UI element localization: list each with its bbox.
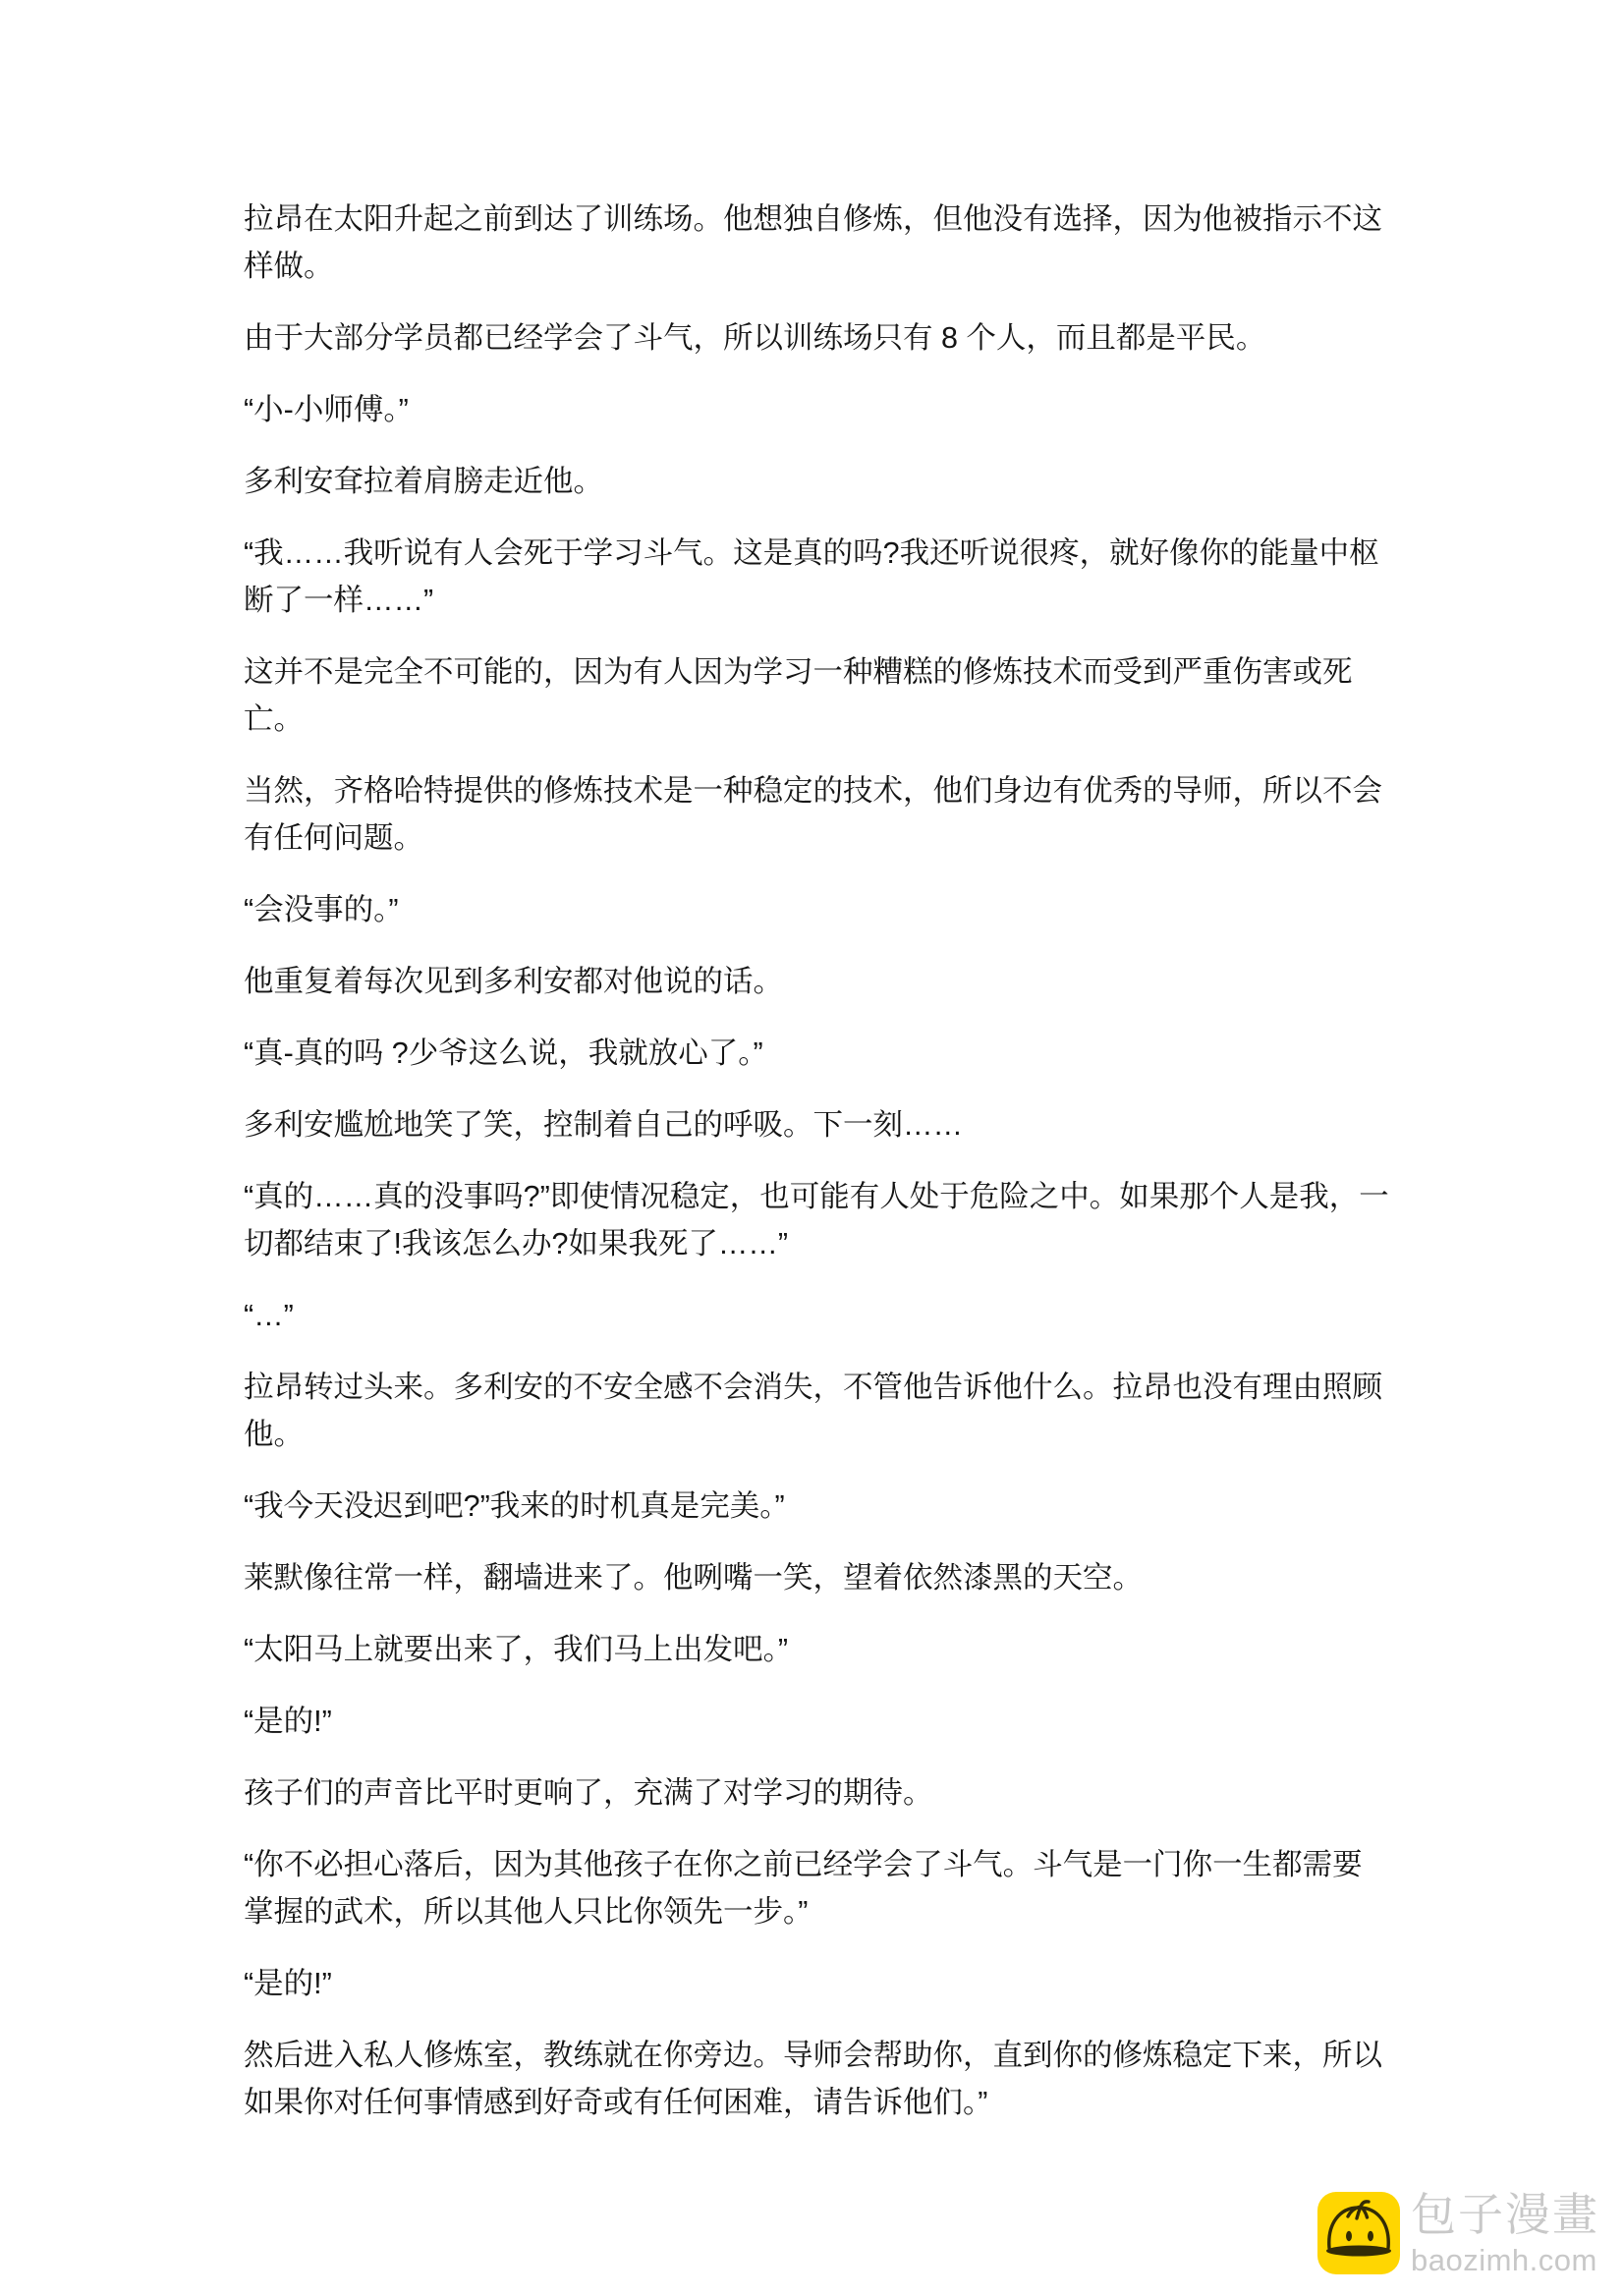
paragraph: “是的!” bbox=[244, 1705, 332, 1738]
paragraph: “太阳马上就要出来了，我们马上出发吧。” bbox=[244, 1633, 789, 1666]
paragraph: 多利安耷拉着肩膀走近他。 bbox=[244, 465, 603, 498]
paragraph: 莱默像往常一样，翻墙进来了。他咧嘴一笑，望着依然漆黑的天空。 bbox=[244, 1561, 1143, 1595]
paragraph: “是的!” bbox=[244, 1967, 332, 2000]
paragraph: “真-真的吗 ?少爷这么说，我就放心了。” bbox=[244, 1036, 763, 1070]
paragraph: “…” bbox=[244, 1299, 294, 1332]
paragraph: 多利安尴尬地笑了笑，控制着自己的呼吸。下一刻…… bbox=[244, 1108, 963, 1142]
paragraph: “我……我听说有人会死于学习斗气。这是真的吗?我还听说很疼，就好像你的能量中枢断了一样……” bbox=[244, 536, 1379, 617]
site-watermark bbox=[1317, 2189, 1599, 2277]
paragraph: “我今天没迟到吧?”我来的时机真是完美。” bbox=[244, 1489, 785, 1523]
paragraph: 拉昂转过头来。多利安的不安全感不会消失，不管他告诉他什么。拉昂也没有理由照顾他。 bbox=[244, 1371, 1382, 1451]
paragraph: “你不必担心落后，因为其他孩子在你之前已经学会了斗气。斗气是一门你一生都需要掌握的武术，所以其他人只比你领先一步。” bbox=[244, 1848, 1363, 1929]
paragraph: 然后进入私人修炼室，教练就在你旁边。导师会帮助你，直到你的修炼稳定下来，所以如果你对任何事情感到好奇或有任何困难，请告诉他们。” bbox=[244, 2039, 1382, 2119]
paragraph: “会没事的。” bbox=[244, 893, 399, 926]
watermark-text bbox=[1411, 2189, 1599, 2277]
site-name: 包子漫畫 bbox=[1411, 2189, 1599, 2241]
paragraph: 他重复着每次见到多利安都对他说的话。 bbox=[244, 965, 783, 998]
paragraph: 由于大部分学员都已经学会了斗气，所以训练场只有 8 个人，而且都是平民。 bbox=[244, 321, 1266, 355]
paragraph: “真的……真的没事吗?”即使情况稳定，也可能有人处于危险之中。如果那个人是我，一切都结束了!我该怎么办?如果我死了……” bbox=[244, 1180, 1389, 1260]
paragraph: “小-小师傅。” bbox=[244, 393, 409, 426]
paragraph: 这并不是完全不可能的，因为有人因为学习一种糟糕的修炼技术而受到严重伤害或死亡。 bbox=[244, 655, 1353, 736]
chapter-text bbox=[244, 196, 1389, 2151]
paragraph: 当然，齐格哈特提供的修炼技术是一种稳定的技术，他们身边有优秀的导师，所以不会有任何问题。 bbox=[244, 774, 1382, 855]
paragraph: 拉昂在太阳升起之前到达了训练场。他想独自修炼，但他没有选择，因为他被指示不这样做。 bbox=[244, 202, 1382, 283]
paragraph: 孩子们的声音比平时更响了，充满了对学习的期待。 bbox=[244, 1776, 933, 1810]
bao-bun-icon bbox=[1317, 2192, 1400, 2274]
site-domain: baozimh.com bbox=[1411, 2243, 1597, 2277]
